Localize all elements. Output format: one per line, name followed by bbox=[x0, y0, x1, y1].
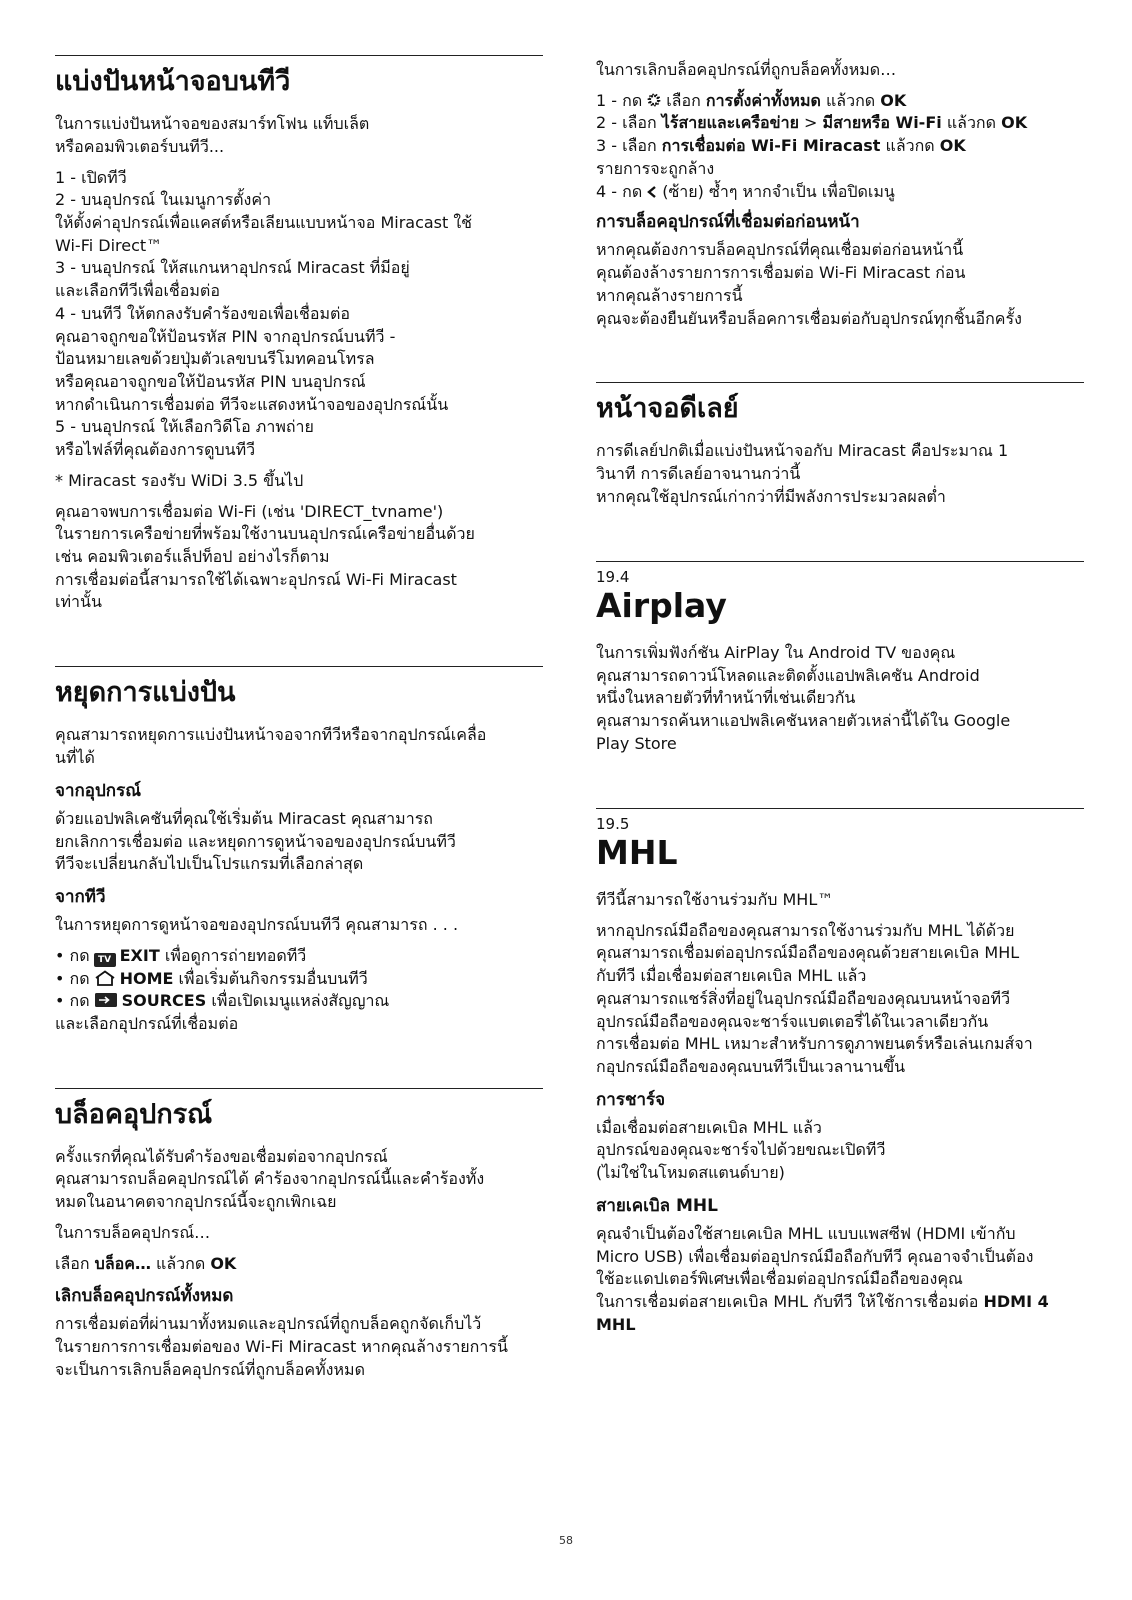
airplay-text: ในการเพิ่มฟังก์ชัน AirPlay ใน Android TV ของคุณ คุณสามารถดาวน์โหลดและติดตั้งแอปพลิเคชัน Android หนึ่งในหลายตัวที่ทำหน้าที่เช่นเดียวกัน คุณสามารถค้นหาแอปพลิเคชันหลายตัวเหล่านี้ได้ใน Google Play Store bbox=[596, 642, 1011, 753]
screen-share-steps: 1 - เปิดทีวี 2 - บนอุปกรณ์ ในเมนูการตั้งค่า ให้ตั้งค่าอุปกรณ์เพื่อแคสต์หรือเลียนแบบหน้าจอ Miracast ใช้ Wi-Fi Direct™ 3 - บนอุปกรณ์ ให้สแกนหาอุปกรณ์ Miracast ที่มีอยู่ และเลือกทีวีเพื่อเชื่อมต่อ 4 - บนทีวี ให้ตกลงรับคำร้องขอเพื่อเชื่อมต่อ คุณอาจถูกขอให้ป้อนรหัส PIN จากอุปกรณ์บนทีวี - ป้อนหมายเลขด้วยปุ่มตัวเลขบนรีโมทคอนโทรล หรือคุณอาจถูกขอให้ป้อนรหัส PIN บนอุปกรณ์ หากดำเนินการเชื่อมต่อ ทีวีจะแสดงหน้าจอของอุปกรณ์นั้น 5 - บนอุปกรณ์ ให้เลือกวิดีโอ ภาพถ่าย หรือไฟล์ที่คุณต้องการดูบนทีวี bbox=[55, 167, 473, 460]
unblock-step-4: 4 - กด (ซ้าย) ซ้ำๆ หากจำเป็น เพื่อปิดเมนู bbox=[596, 181, 895, 201]
section-unblock-continued bbox=[596, 59, 1084, 330]
home-icon bbox=[94, 970, 116, 986]
unblock-text: การเชื่อมต่อที่ผ่านมาทั้งหมดและอุปกรณ์ที่ถูกบล็อคถูกจัดเก็บไว้ ในรายการการเชื่อมต่อของ Wi-Fi Miracast หากคุณล้างรายการนี้ จะเป็นการเลิกบล็อคอุปกรณ์ที่ถูกบล็อคทั้งหมด bbox=[55, 1314, 508, 1379]
chevron-left-icon bbox=[646, 185, 658, 199]
block-select: เลือก บล็อค… แล้วกด OK bbox=[55, 1253, 237, 1273]
page-number: 58 bbox=[559, 1534, 573, 1547]
heading-stop-sharing: หยุดการแบ่งปัน bbox=[55, 677, 236, 709]
mhl-intro: ทีวีนี้สามารถใช้งานร่วมกับ MHL™ bbox=[596, 889, 834, 909]
left-column bbox=[55, 55, 543, 1390]
mhl-cable-text: คุณจำเป็นต้องใช้สายเคเบิล MHL แบบแพสซีฟ (HDMI เข้ากับ Micro USB) เพื่อเชื่อมต่ออุปกรณ์มือถือกับทีวี คุณอาจจำเป็นต้อง ใช้อะแดปเตอร์พิเศษเพื่อเชื่อมต่ออุปกรณ์มือถือของคุณ ในการเชื่อมต่อสายเคเบิล MHL กับทีวี ให้ใช้การเชื่อมต่อ HDMI 4 MHL bbox=[596, 1224, 1049, 1334]
block-how: ในการบล็อคอุปกรณ์… bbox=[55, 1222, 211, 1242]
subheading-from-device: จากอุปกรณ์ bbox=[55, 780, 141, 801]
section-stop-sharing bbox=[55, 666, 543, 1035]
section-screen-delay bbox=[596, 382, 1084, 508]
stop-sharing-intro: คุณสามารถหยุดการแบ่งปันหน้าจอจากทีวีหรือจากอุปกรณ์เคลื่อ นที่ได้ bbox=[55, 725, 487, 767]
unblock-step-3: 3 - เลือก การเชื่อมต่อ Wi-Fi Miracast แล้วกด OK bbox=[596, 136, 966, 156]
section-number-airplay: 19.4 bbox=[596, 567, 630, 586]
from-device-text: ด้วยแอปพลิเคชันที่คุณใช้เริ่มต้น Miracast คุณสามารถ ยกเลิกการเชื่อมต่อ และหยุดการดูหน้าจอของอุปกรณ์บนทีวี ทีวีจะเปลี่ยนกลับไปเป็นโปรแกรมที่เลือกล่าสุด bbox=[55, 808, 456, 874]
heading-screen-delay: หน้าจอดีเลย์ bbox=[596, 393, 739, 425]
subheading-charging: การชาร์จ bbox=[596, 1089, 666, 1110]
heading-airplay: Airplay bbox=[596, 586, 727, 626]
screen-share-extra: คุณอาจพบการเชื่อมต่อ Wi-Fi (เช่น 'DIRECT_tvname') ในรายการเครือข่ายที่พร้อมใช้งานบนอุปกรณ์เครือข่ายอื่นด้วย เช่น คอมพิวเตอร์แล็ปท็อป อย่างไรก็ตาม การเชื่อมต่อนี้สามารถใช้ได้เฉพาะอุปกรณ์ Wi-Fi Miracast เท่านั้น bbox=[55, 501, 475, 612]
miracast-note: * Miracast รองรับ WiDi 3.5 ขึ้นไป bbox=[55, 470, 304, 490]
subheading-mhl-cable: สายเคเบิล MHL bbox=[596, 1195, 718, 1216]
subheading-block-previous: การบล็อคอุปกรณ์ที่เชื่อมต่อก่อนหน้า bbox=[596, 212, 860, 233]
gear-icon bbox=[646, 92, 662, 108]
heading-mhl: MHL bbox=[596, 833, 678, 873]
unblock-steps: 1 - กด เลือก การตั้งค่าทั้งหมด แล้วกด OK 2 - เลือก ไร้สายและเครือข่าย > มีสายหรือ Wi-Fi แล้วกด OK 3 - เลือก การเชื่อมต่อ Wi-Fi Miracast แล้วกด OK รายการจะถูกล้าง 4 - กด (ซ้าย) ซ้ำๆ หากจำเป็น เพื่อปิดเมนู bbox=[596, 90, 1084, 204]
charging-text: เมื่อเชื่อมต่อสายเคเบิล MHL แล้ว อุปกรณ์ของคุณจะชาร์จไปด้วยขณะเปิดทีวี (ไม่ใช่ในโหมดสแตนด์บาย) bbox=[596, 1117, 886, 1183]
subheading-from-tv: จากทีวี bbox=[55, 886, 106, 907]
bullet-sources: • กด SOURCES เพื่อเปิดเมนูแหล่งสัญญาณ bbox=[55, 991, 390, 1011]
bullet-home: • กด HOME เพื่อเริ่มต้นกิจกรรมอื่นบนทีวี bbox=[55, 968, 368, 988]
sources-icon bbox=[94, 992, 118, 1008]
screen-delay-text: การดีเลย์ปกติเมื่อแบ่งปันหน้าจอกับ Miracast คือประมาณ 1 วินาที การดีเลย์อาจนานกว่านี้ หากคุณใช้อุปกรณ์เก่ากว่าที่มีพลังการประมวลผลต่ำ bbox=[596, 441, 1009, 506]
screen-share-intro: ในการแบ่งปันหน้าจอของสมาร์ทโฟน แท็บเล็ต หรือคอมพิวเตอร์บนทีวี... bbox=[55, 114, 370, 156]
block-intro: ครั้งแรกที่คุณได้รับคำร้องขอเชื่อมต่อจากอุปกรณ์ คุณสามารถบล็อคอุปกรณ์ได้ คำร้องจากอุปกรณ์นี้และคำร้องทั้ง หมดในอนาคตจากอุปกรณ์นี้จะถูกเพิกเฉย bbox=[55, 1146, 485, 1212]
block-previous-text: หากคุณต้องการบล็อคอุปกรณ์ที่คุณเชื่อมต่อก่อนหน้านี้ คุณต้องล้างรายการการเชื่อมต่อ Wi-Fi Miracast ก่อน หากคุณล้างรายการนี้ คุณจะต้องยืนยันหรือบล็อคการเชื่อมต่อกับอุปกรณ์ทุกชิ้นอีกครั้ง bbox=[596, 240, 1022, 328]
heading-screen-share: แบ่งปันหน้าจอบนทีวี bbox=[55, 66, 291, 97]
from-tv-bullets: • กด TV EXIT เพื่อดูการถ่ายทอดทีวี • กด HOME เพื่อเริ่มต้นกิจกรรมอื่นบนทีวี • กด SOURCES เพื่อเปิดเมนูแหล่งสัญญาณ และเลือกอุปกรณ์ที่เชื่อมต่อ bbox=[55, 945, 543, 1036]
section-airplay bbox=[596, 561, 1084, 756]
unblock-step-2: 2 - เลือก ไร้สายและเครือข่าย > มีสายหรือ Wi-Fi แล้วกด OK bbox=[596, 113, 1028, 133]
from-tv-intro: ในการหยุดการดูหน้าจอของอุปกรณ์บนทีวี คุณสามารถ . . . bbox=[55, 915, 459, 935]
section-screen-share bbox=[55, 55, 543, 614]
section-number-mhl: 19.5 bbox=[596, 814, 630, 833]
right-column bbox=[596, 55, 1084, 1345]
bullet-exit: • กด TV EXIT เพื่อดูการถ่ายทอดทีวี bbox=[55, 945, 307, 965]
unblock-steps-intro: ในการเลิกบล็อคอุปกรณ์ที่ถูกบล็อคทั้งหมด… bbox=[596, 60, 897, 79]
tv-key-icon: TV bbox=[94, 953, 116, 967]
mhl-text: หากอุปกรณ์มือถือของคุณสามารถใช้งานร่วมกับ MHL ได้ด้วย คุณสามารถเชื่อมต่ออุปกรณ์มือถือของคุณด้วยสายเคเบิล MHL กับทีวี เมื่อเชื่อมต่อสายเคเบิล MHL แล้ว คุณสามารถแชร์สิ่งที่อยู่ในอุปกรณ์มือถือของคุณบนหน้าจอทีวี อุปกรณ์มือถือของคุณจะชาร์จแบตเตอรี่ได้ในเวลาเดียวกัน การเชื่อมต่อ MHL เหมาะสำหรับการดูภาพยนตร์หรือเล่นเกมส์จา กอุปกรณ์มือถือของคุณบนทีวีเป็นเวลานานขึ้น bbox=[596, 920, 1033, 1076]
unblock-step-1: 1 - กด เลือก การตั้งค่าทั้งหมด แล้วกด OK bbox=[596, 90, 907, 110]
section-mhl bbox=[596, 808, 1084, 1337]
heading-block-device: บล็อคอุปกรณ์ bbox=[55, 1098, 213, 1130]
section-block-device bbox=[55, 1088, 543, 1382]
subheading-unblock-all: เลิกบล็อคอุปกรณ์ทั้งหมด bbox=[55, 1286, 234, 1307]
